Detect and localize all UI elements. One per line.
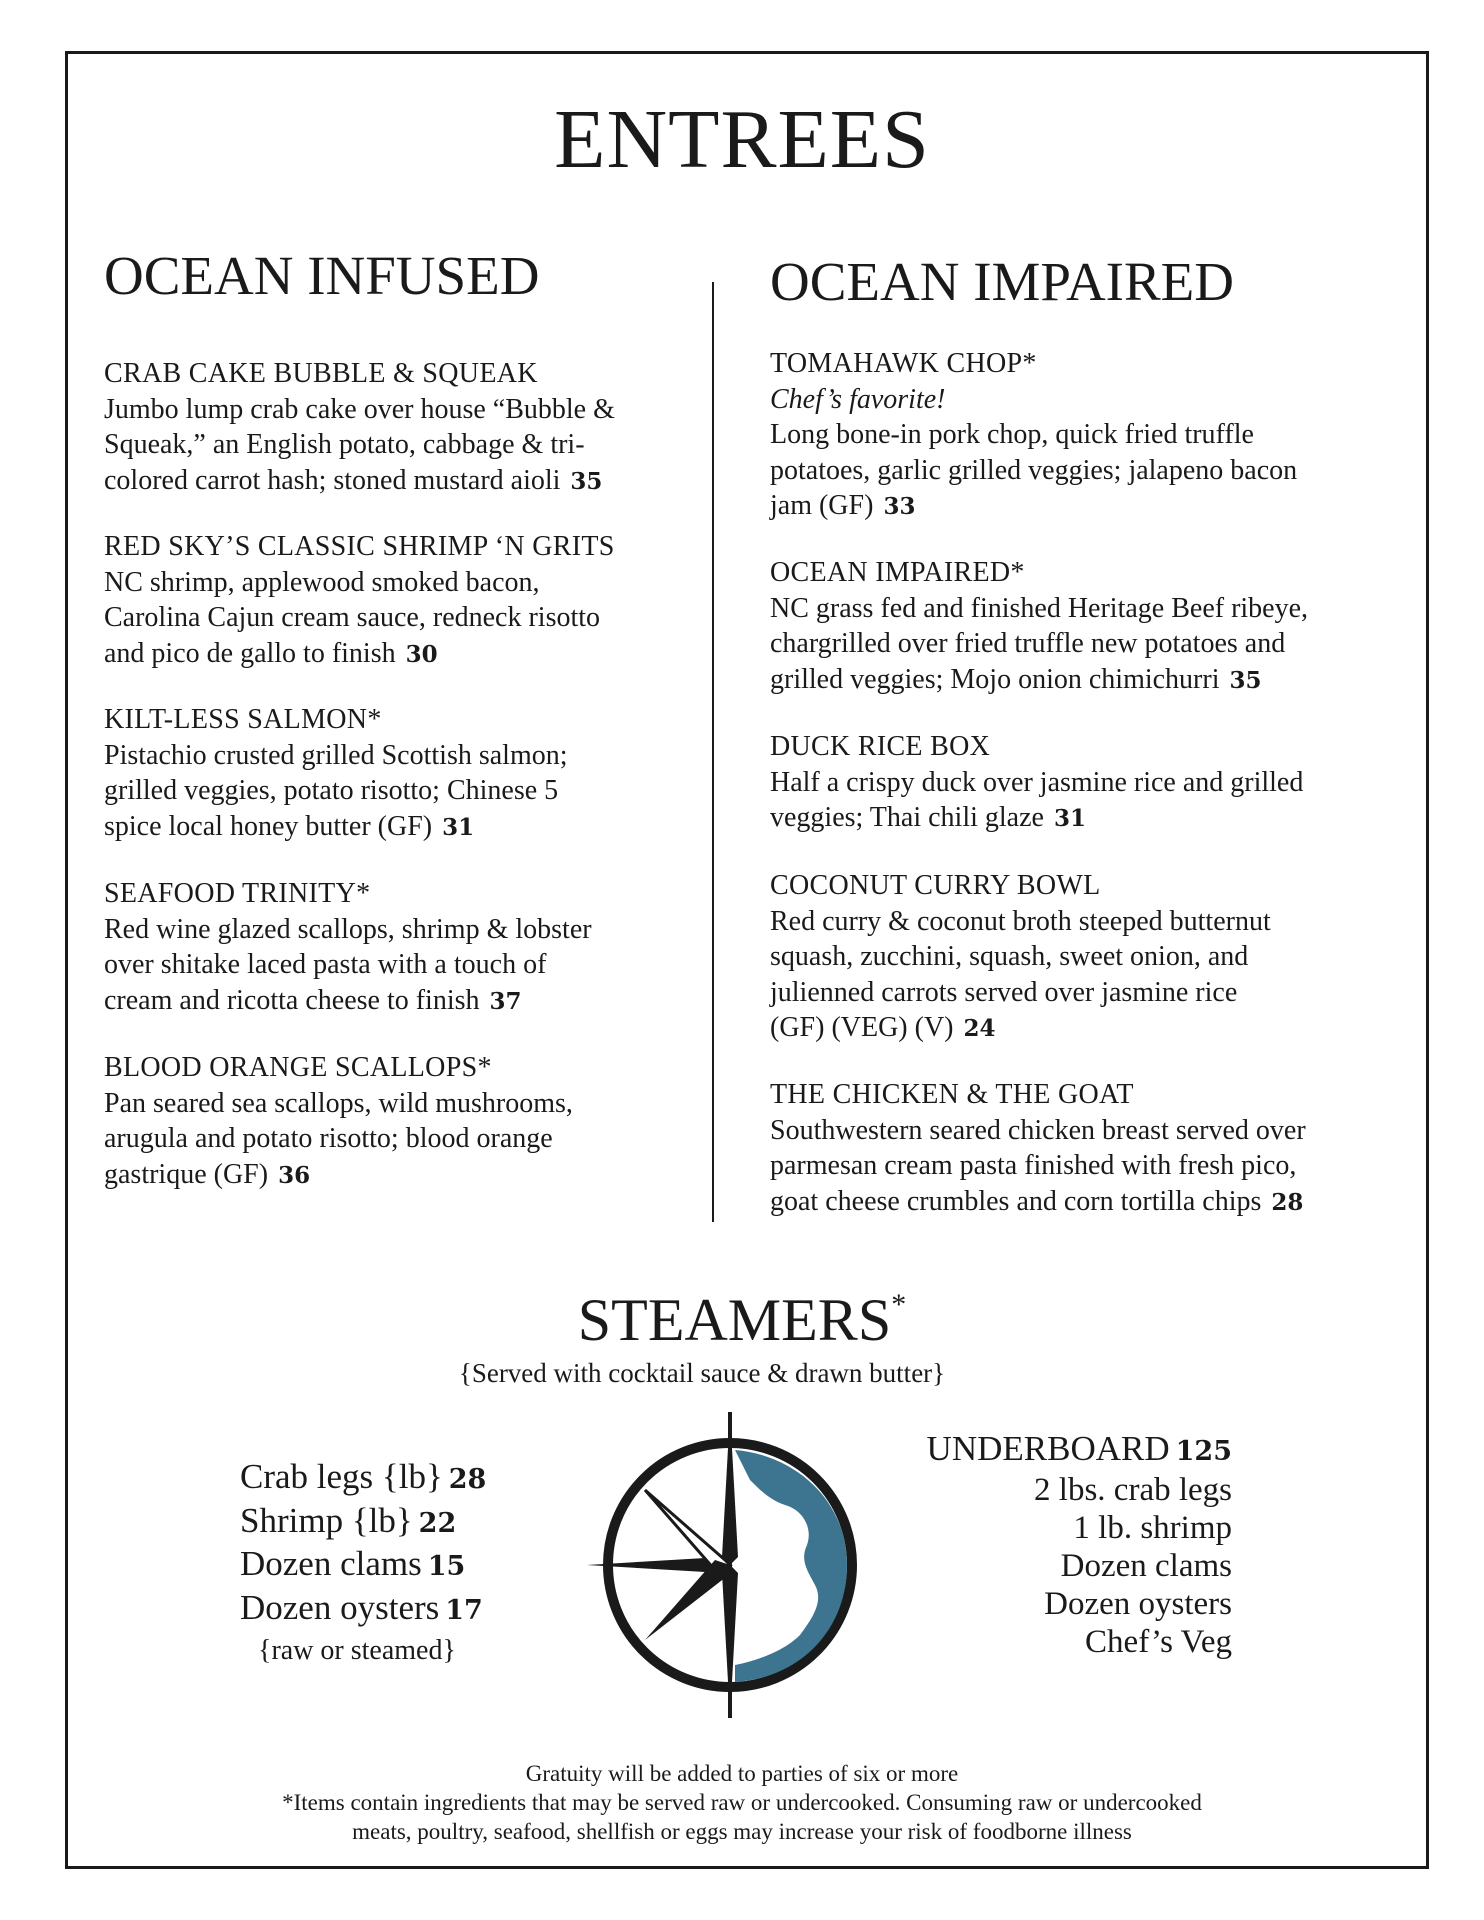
underboard-price: 125 xyxy=(1175,1436,1232,1467)
compass-rose-logo-icon xyxy=(585,1410,875,1720)
item-price: 31 xyxy=(1053,805,1086,832)
item-desc: NC grass fed and finished Heritage Beef ribeye, xyxy=(770,592,1309,624)
gratuity-note: Gratuity will be added to parties of six or more xyxy=(525,1761,959,1786)
column-divider xyxy=(712,282,714,1222)
raw-food-warning: *Items contain ingredients that may be served raw or undercooked. Consuming raw or undercooked xyxy=(282,1790,1202,1815)
menu-item xyxy=(770,868,1400,1047)
item-desc: and pico de gallo to finish xyxy=(104,637,396,669)
list-item: 2 lbs. crab legs xyxy=(1034,1472,1232,1508)
list-item xyxy=(240,1588,540,1632)
steamer-name: Crab legs xyxy=(240,1457,374,1496)
item-price: 33 xyxy=(883,493,916,520)
list-item: 1 lb. shrimp xyxy=(1073,1510,1232,1546)
item-desc: goat cheese crumbles and corn tortilla chips xyxy=(770,1185,1262,1217)
item-desc: NC shrimp, applewood smoked bacon, xyxy=(104,566,540,598)
item-name: KILT-LESS SALMON* xyxy=(104,704,382,735)
item-name: TOMAHAWK CHOP* xyxy=(770,348,1037,379)
menu-item xyxy=(104,356,694,499)
item-desc: Carolina Cajun cream sauce, redneck risotto xyxy=(104,602,601,633)
steamer-price: 28 xyxy=(448,1464,487,1495)
item-desc: over shitake laced pasta with a touch of xyxy=(104,949,547,980)
steamer-price: 17 xyxy=(445,1594,483,1626)
item-name: CRAB CAKE BUBBLE & SQUEAK xyxy=(104,358,538,389)
raw-food-warning-cont: meats, poultry, seafood, shellfish or eggs may increase your risk of foodborne illness xyxy=(352,1819,1132,1844)
menu-item xyxy=(770,555,1400,698)
list-item xyxy=(240,1544,540,1588)
list-item xyxy=(240,1457,540,1501)
item-note: Chef’s favorite! xyxy=(770,383,946,415)
item-price: 36 xyxy=(278,1161,311,1189)
item-desc: (GF) (VEG) (V) xyxy=(770,1012,954,1043)
item-price: 24 xyxy=(963,1015,996,1042)
item-desc: Red curry & coconut broth steeped butternut xyxy=(770,905,1271,937)
section-heading-ocean-infused: OCEAN INFUSED xyxy=(104,245,540,306)
item-name: OCEAN IMPAIRED* xyxy=(770,557,1025,588)
item-desc: parmesan cream pasta finished with fresh pico, xyxy=(770,1150,1297,1181)
steamer-price: 22 xyxy=(418,1507,457,1539)
item-name: RED SKY’S CLASSIC SHRIMP ‘N GRITS xyxy=(104,531,615,562)
steamer-name: Dozen clams xyxy=(240,1544,422,1583)
section-heading-ocean-impaired: OCEAN IMPAIRED xyxy=(770,251,1234,312)
steamers-list xyxy=(240,1457,540,1672)
item-price: 35 xyxy=(570,467,603,495)
steamers-list-note: {raw or steamed} xyxy=(258,1635,456,1666)
underboard-package xyxy=(880,1430,1232,1661)
item-price: 37 xyxy=(489,987,522,1015)
item-name: BLOOD ORANGE SCALLOPS* xyxy=(104,1052,492,1083)
item-name: COCONUT CURRY BOWL xyxy=(770,870,1101,901)
item-desc: spice local honey butter (GF) xyxy=(104,810,433,842)
list-item: Dozen oysters xyxy=(1044,1586,1232,1622)
item-desc: Jumbo lump crab cake over house “Bubble & xyxy=(104,393,615,425)
steamer-unit: {lb} xyxy=(351,1500,413,1540)
item-desc: gastrique (GF) xyxy=(104,1158,269,1190)
item-price: 28 xyxy=(1271,1188,1304,1216)
item-desc: grilled veggies; Mojo onion chimichurri xyxy=(770,663,1220,695)
item-desc: Southwestern seared chicken breast served over xyxy=(770,1114,1306,1146)
underboard-name: UNDERBOARD xyxy=(926,1429,1170,1468)
steamer-price: 15 xyxy=(427,1551,466,1582)
item-desc: colored carrot hash; stoned mustard aioli xyxy=(104,464,561,496)
list-item: Chef’s Veg xyxy=(1085,1624,1232,1660)
steamer-name: Shrimp xyxy=(240,1500,344,1540)
list-item xyxy=(240,1501,540,1545)
item-desc: potatoes, garlic grilled veggies; jalapeno bacon xyxy=(770,454,1298,486)
item-desc: chargrilled over fried truffle new potatoes and xyxy=(770,628,1286,659)
item-desc: grilled veggies, potato risotto; Chinese 5 xyxy=(104,775,559,806)
item-desc: Red wine glazed scallops, shrimp & lobster xyxy=(104,913,592,945)
footer-disclaimer xyxy=(0,1759,1484,1846)
item-desc: Long bone-in pork chop, quick fried truffle xyxy=(770,419,1254,450)
item-desc: julienned carrots served over jasmine rice xyxy=(770,976,1238,1008)
steamers-title-text: STEAMERS xyxy=(577,1287,892,1353)
underboard-heading xyxy=(880,1430,1232,1471)
item-name: DUCK RICE BOX xyxy=(770,731,991,762)
menu-item xyxy=(104,529,694,672)
item-desc: Squeak,” an English potato, cabbage & tri- xyxy=(104,429,585,460)
item-price: 31 xyxy=(442,813,475,841)
menu-item xyxy=(770,346,1400,525)
item-name: THE CHICKEN & THE GOAT xyxy=(770,1079,1134,1110)
steamers-title xyxy=(0,1287,1484,1353)
steamer-unit: {lb} xyxy=(381,1457,443,1496)
item-desc: squash, zucchini, squash, sweet onion, and xyxy=(770,941,1249,972)
steamers-subtitle: {Served with cocktail sauce & drawn butter} xyxy=(458,1358,946,1388)
item-name: SEAFOOD TRINITY* xyxy=(104,878,371,909)
item-price: 30 xyxy=(405,640,438,668)
steamer-name: Dozen oysters xyxy=(240,1587,440,1627)
menu-item xyxy=(770,729,1400,837)
item-desc: jam (GF) xyxy=(770,490,874,521)
steamers-asterisk: * xyxy=(891,1288,907,1321)
item-price: 35 xyxy=(1229,666,1262,694)
menu-item xyxy=(104,702,694,845)
item-desc: Pistachio crusted grilled Scottish salmon; xyxy=(104,739,568,771)
item-desc: arugula and potato risotto; blood orange xyxy=(104,1123,553,1154)
item-desc: cream and ricotta cheese to finish xyxy=(104,984,480,1016)
menu-item xyxy=(104,1050,694,1193)
menu-item xyxy=(104,876,694,1019)
list-item: Dozen clams xyxy=(1060,1548,1232,1584)
item-desc: Pan seared sea scallops, wild mushrooms, xyxy=(104,1087,573,1119)
menu-item xyxy=(770,1077,1400,1220)
item-desc: Half a crispy duck over jasmine rice and grilled xyxy=(770,766,1304,798)
item-desc: veggies; Thai chili glaze xyxy=(770,802,1044,833)
page-title: ENTREES xyxy=(554,93,930,186)
